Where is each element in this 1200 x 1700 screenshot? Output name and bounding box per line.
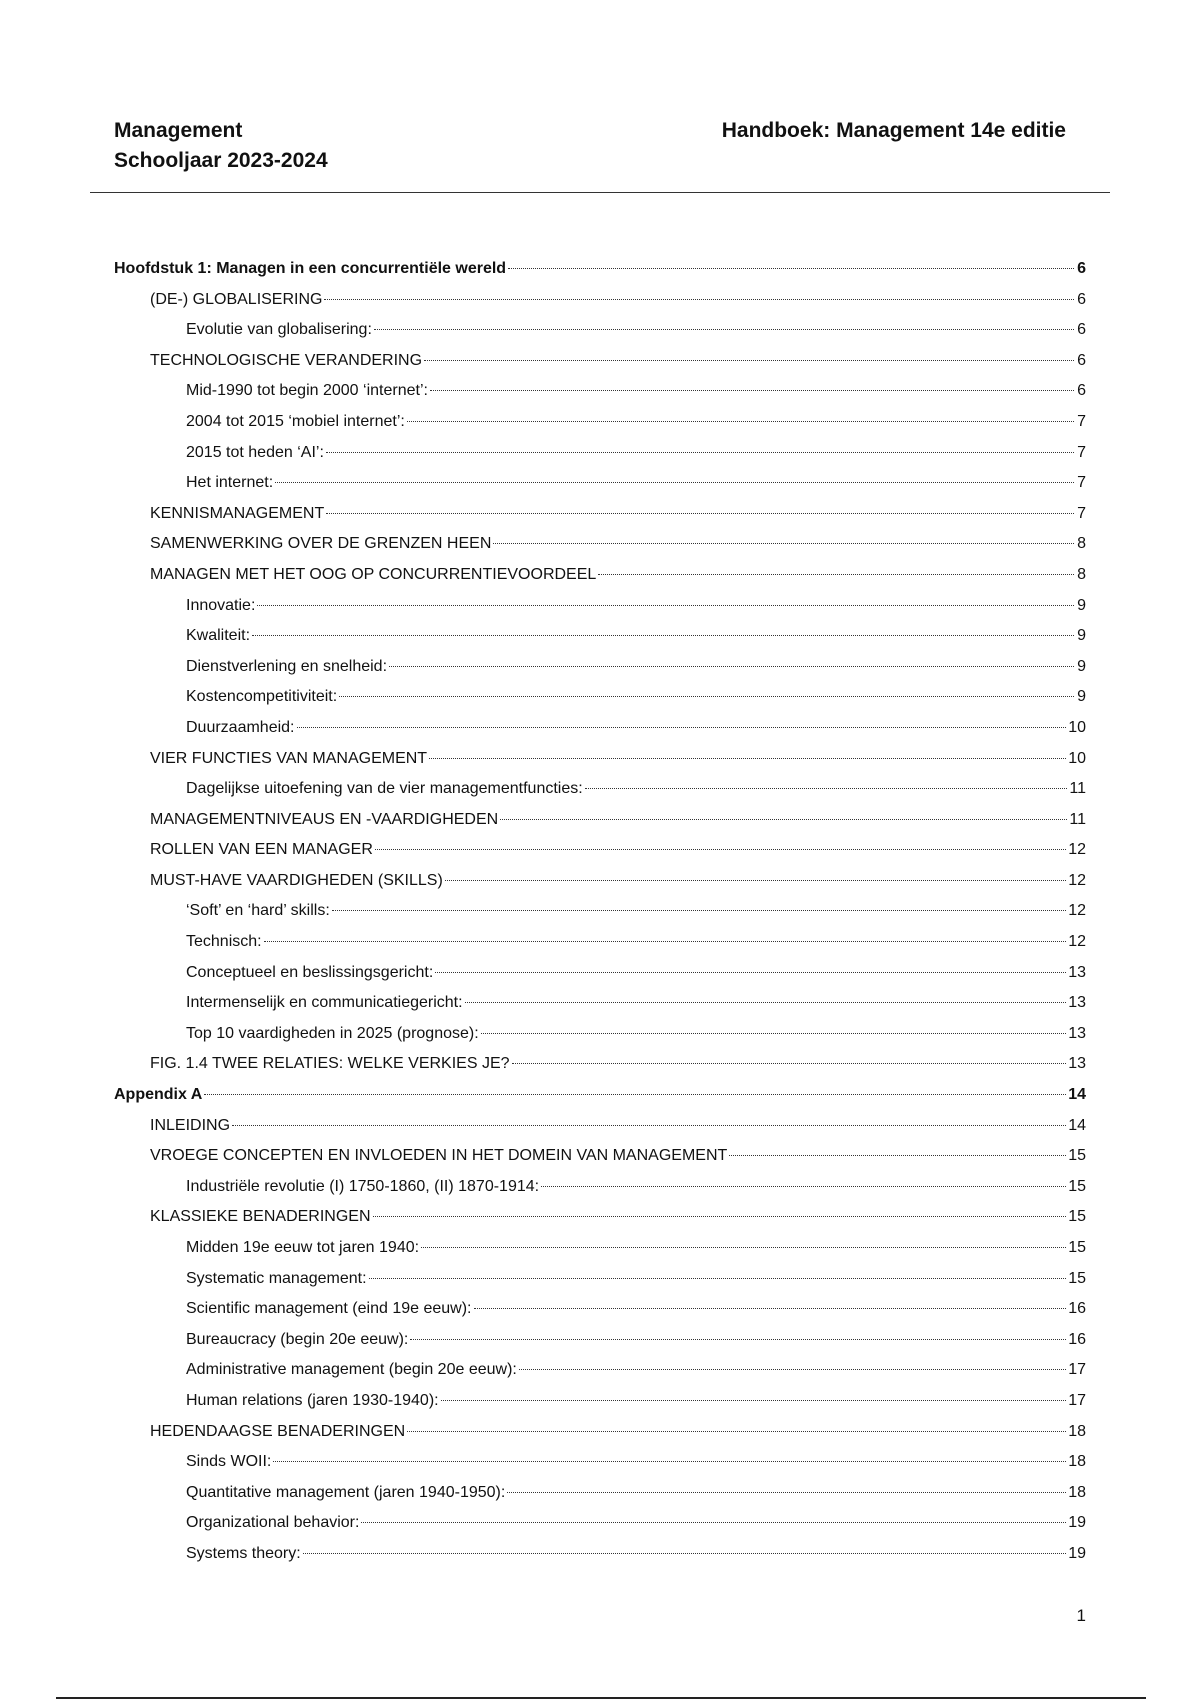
dot-leader <box>541 1186 1066 1187</box>
header-divider <box>90 192 1110 193</box>
toc-entry[interactable] <box>114 321 1086 352</box>
page-number: 1 <box>1076 1606 1086 1625</box>
toc-entry-title: Intermenselijk en communicatiegericht: <box>186 994 463 1012</box>
toc-entry-page: 6 <box>1077 260 1086 277</box>
dot-leader <box>264 941 1067 942</box>
toc-entry[interactable] <box>114 872 1086 903</box>
toc-entry[interactable] <box>114 1361 1086 1392</box>
toc-entry-page: 18 <box>1068 1483 1086 1501</box>
toc-entry-title: Quantitative management (jaren 1940-1950): <box>186 1483 506 1501</box>
toc-entry-page: 13 <box>1068 994 1086 1012</box>
toc-entry[interactable] <box>114 688 1086 719</box>
toc-entry-title: Dagelijkse uitoefening van de vier managementfuncties: <box>186 780 583 798</box>
toc-entry[interactable] <box>114 1208 1086 1239</box>
toc-entry-page: 16 <box>1068 1300 1086 1318</box>
toc-entry[interactable] <box>114 780 1086 811</box>
toc-entry[interactable] <box>114 352 1086 383</box>
toc-entry-title: Dienstverlening en snelheid: <box>186 657 388 675</box>
toc-entry-title: VROEGE CONCEPTEN EN INVLOEDEN IN HET DOMEIN VAN MANAGEMENT <box>150 1147 728 1165</box>
toc-entry-page: 15 <box>1068 1269 1086 1287</box>
toc-entry[interactable] <box>114 1147 1086 1178</box>
dot-leader <box>519 1369 1066 1370</box>
dot-leader <box>257 605 1074 606</box>
dot-leader <box>585 788 1068 789</box>
toc-entry[interactable] <box>114 597 1086 628</box>
toc-entry[interactable] <box>114 535 1086 566</box>
toc-entry[interactable] <box>114 566 1086 597</box>
toc-entry-title: Evolutie van globalisering: <box>186 321 372 339</box>
toc-entry-page: 10 <box>1068 718 1086 736</box>
dot-leader <box>326 452 1074 453</box>
dot-leader <box>232 1125 1066 1126</box>
dot-leader <box>507 1492 1066 1493</box>
toc-entry-page: 7 <box>1077 474 1086 492</box>
toc-entry-title: Human relations (jaren 1930-1940): <box>186 1391 439 1409</box>
toc-entry[interactable] <box>114 1300 1086 1331</box>
toc-entry-page: 8 <box>1077 565 1086 583</box>
table-of-contents <box>114 260 1086 1576</box>
toc-entry-title: MANAGEN MET HET OOG OP CONCURRENTIEVOORDEEL <box>150 565 597 583</box>
toc-entry-title: Het internet: <box>186 474 274 492</box>
toc-entry-page: 6 <box>1077 321 1086 339</box>
dot-leader <box>445 880 1066 881</box>
toc-entry-page: 9 <box>1077 688 1086 706</box>
toc-entry-page: 6 <box>1077 382 1086 400</box>
toc-entry-title: SAMENWERKING OVER DE GRENZEN HEEN <box>150 535 492 553</box>
toc-entry[interactable] <box>114 964 1086 995</box>
toc-entry[interactable] <box>114 841 1086 872</box>
toc-entry-title: 2004 tot 2015 ‘mobiel internet’: <box>186 412 405 430</box>
dot-leader <box>481 1033 1067 1034</box>
toc-entry-page: 14 <box>1068 1086 1086 1104</box>
toc-entry-title: TECHNOLOGISCHE VERANDERING <box>150 351 423 369</box>
toc-entry-page: 12 <box>1068 902 1086 920</box>
dot-leader <box>493 543 1074 544</box>
toc-entry-page: 9 <box>1077 627 1086 645</box>
toc-entry-title: Bureaucracy (begin 20e eeuw): <box>186 1330 409 1348</box>
course-title: Management <box>114 119 243 142</box>
toc-entry[interactable] <box>114 994 1086 1025</box>
dot-leader <box>252 635 1074 636</box>
dot-leader <box>369 1278 1067 1279</box>
toc-entry[interactable] <box>114 658 1086 689</box>
dot-leader <box>500 819 1067 820</box>
dot-leader <box>512 1063 1067 1064</box>
dot-leader <box>435 972 1066 973</box>
toc-entry[interactable] <box>114 627 1086 658</box>
toc-entry-title: Mid-1990 tot begin 2000 ‘internet’: <box>186 382 428 400</box>
dot-leader <box>421 1247 1066 1248</box>
toc-entry-page: 9 <box>1077 657 1086 675</box>
toc-entry-page: 15 <box>1068 1177 1086 1195</box>
toc-entry-title: MUST-HAVE VAARDIGHEDEN (SKILLS) <box>150 871 443 889</box>
toc-entry-page: 7 <box>1077 504 1086 522</box>
toc-entry[interactable] <box>114 474 1086 505</box>
toc-entry-page: 10 <box>1068 749 1086 767</box>
toc-entry-title: Administrative management (begin 20e eeuw): <box>186 1361 517 1379</box>
toc-entry-page: 12 <box>1068 871 1086 889</box>
dot-leader <box>429 758 1066 759</box>
dot-leader <box>598 574 1074 575</box>
toc-entry[interactable] <box>114 1178 1086 1209</box>
toc-entry-page: 13 <box>1068 1024 1086 1042</box>
toc-entry[interactable] <box>114 1545 1086 1576</box>
dot-leader <box>273 1461 1066 1462</box>
document-header-left <box>114 116 328 176</box>
toc-entry-page: 17 <box>1068 1361 1086 1379</box>
dot-leader <box>204 1094 1066 1095</box>
toc-entry-page: 12 <box>1068 841 1086 859</box>
toc-entry-title: Innovatie: <box>186 596 256 614</box>
toc-entry-page: 8 <box>1077 535 1086 553</box>
dot-leader <box>303 1553 1067 1554</box>
school-year: Schooljaar 2023-2024 <box>114 149 328 172</box>
dot-leader <box>407 1431 1066 1432</box>
toc-entry-title: Industriële revolutie (I) 1750-1860, (II) 1870-1914: <box>186 1177 540 1195</box>
toc-entry[interactable] <box>114 902 1086 933</box>
dot-leader <box>430 390 1074 391</box>
toc-entry-title: Systematic management: <box>186 1269 367 1287</box>
toc-entry-page: 16 <box>1068 1330 1086 1348</box>
toc-entry[interactable] <box>114 750 1086 781</box>
dot-leader <box>373 1216 1067 1217</box>
toc-entry-title: Kostencompetitiviteit: <box>186 688 338 706</box>
toc-entry[interactable] <box>114 811 1086 842</box>
toc-entry[interactable] <box>114 1055 1086 1086</box>
dot-leader <box>339 696 1074 697</box>
toc-entry-title: Sinds WOII: <box>186 1453 272 1471</box>
toc-entry-title: Hoofdstuk 1: Managen in een concurrentiële wereld <box>114 260 507 277</box>
toc-entry-page: 15 <box>1068 1239 1086 1256</box>
dot-leader <box>275 482 1074 483</box>
handbook-title: Handboek: Management 14e editie <box>721 119 1066 142</box>
dot-leader <box>424 360 1074 361</box>
toc-entry-page: 15 <box>1068 1147 1086 1165</box>
toc-entry[interactable] <box>114 505 1086 536</box>
toc-entry[interactable] <box>114 1270 1086 1301</box>
toc-entry[interactable] <box>114 1239 1086 1270</box>
dot-leader <box>508 268 1074 269</box>
toc-entry-title: MANAGEMENTNIVEAUS EN -VAARDIGHEDEN <box>150 810 499 828</box>
dot-leader <box>729 1155 1066 1156</box>
toc-entry-title: Scientific management (eind 19e eeuw): <box>186 1300 472 1318</box>
toc-entry-page: 18 <box>1068 1422 1086 1440</box>
toc-entry[interactable] <box>114 382 1086 413</box>
toc-entry-title: ROLLEN VAN EEN MANAGER <box>150 841 373 859</box>
toc-entry-title: ‘Soft’ en ‘hard’ skills: <box>186 902 330 920</box>
toc-entry-page: 12 <box>1068 933 1086 951</box>
toc-entry-title: KENNISMANAGEMENT <box>150 504 325 522</box>
toc-entry-page: 19 <box>1068 1514 1086 1532</box>
toc-entry-title: INLEIDING <box>150 1116 231 1134</box>
toc-entry-page: 11 <box>1069 780 1086 798</box>
dot-leader <box>410 1339 1066 1340</box>
toc-entry-title: Appendix A <box>114 1086 203 1104</box>
toc-entry-page: 7 <box>1077 443 1086 461</box>
dot-leader <box>361 1522 1066 1523</box>
toc-entry-title: FIG. 1.4 TWEE RELATIES: WELKE VERKIES JE? <box>150 1055 510 1073</box>
toc-entry-title: 2015 tot heden ‘AI’: <box>186 443 324 461</box>
toc-entry-page: 15 <box>1068 1208 1086 1226</box>
toc-entry[interactable] <box>114 1514 1086 1545</box>
toc-entry-title: Organizational behavior: <box>186 1514 360 1532</box>
dot-leader <box>297 727 1067 728</box>
toc-entry-page: 17 <box>1068 1391 1086 1409</box>
toc-entry[interactable] <box>114 1025 1086 1056</box>
dot-leader <box>465 1002 1067 1003</box>
toc-entry-page: 11 <box>1069 810 1086 828</box>
toc-entry-title: Systems theory: <box>186 1544 301 1562</box>
toc-entry[interactable] <box>114 1423 1086 1454</box>
toc-entry-title: (DE-) GLOBALISERING <box>150 290 323 308</box>
toc-entry[interactable] <box>114 1331 1086 1362</box>
toc-entry-title: Midden 19e eeuw tot jaren 1940: <box>186 1239 420 1256</box>
toc-entry[interactable] <box>114 1453 1086 1484</box>
toc-entry-title: Technisch: <box>186 933 262 951</box>
toc-entry-title: KLASSIEKE BENADERINGEN <box>150 1208 371 1226</box>
footer-divider <box>56 1697 1146 1699</box>
dot-leader <box>441 1400 1067 1401</box>
toc-entry-title: HEDENDAAGSE BENADERINGEN <box>150 1422 406 1440</box>
toc-entry-page: 14 <box>1068 1116 1086 1134</box>
dot-leader <box>324 299 1074 300</box>
dot-leader <box>326 513 1074 514</box>
toc-entry[interactable] <box>114 444 1086 475</box>
dot-leader <box>389 666 1074 667</box>
toc-entry[interactable] <box>114 1484 1086 1515</box>
toc-entry[interactable] <box>114 933 1086 964</box>
toc-entry[interactable] <box>114 260 1086 291</box>
toc-entry-title: VIER FUNCTIES VAN MANAGEMENT <box>150 749 428 767</box>
toc-entry-page: 13 <box>1068 963 1086 981</box>
toc-entry[interactable] <box>114 413 1086 444</box>
dot-leader <box>407 421 1074 422</box>
dot-leader <box>332 910 1066 911</box>
toc-entry-title: Kwaliteit: <box>186 627 251 645</box>
toc-entry-page: 7 <box>1077 412 1086 430</box>
toc-entry-title: Top 10 vaardigheden in 2025 (prognose): <box>186 1024 479 1042</box>
toc-entry-page: 19 <box>1068 1544 1086 1562</box>
toc-entry-page: 6 <box>1077 351 1086 369</box>
dot-leader <box>474 1308 1067 1309</box>
toc-entry[interactable] <box>114 1117 1086 1148</box>
toc-entry[interactable] <box>114 1392 1086 1423</box>
toc-entry-page: 6 <box>1077 290 1086 308</box>
toc-entry[interactable] <box>114 1086 1086 1117</box>
dot-leader <box>374 329 1074 330</box>
toc-entry-page: 9 <box>1077 596 1086 614</box>
toc-entry-title: Conceptueel en beslissingsgericht: <box>186 963 434 981</box>
dot-leader <box>375 849 1066 850</box>
toc-entry-page: 18 <box>1068 1453 1086 1471</box>
toc-entry-title: Duurzaamheid: <box>186 718 295 736</box>
toc-entry[interactable] <box>114 291 1086 322</box>
toc-entry[interactable] <box>114 719 1086 750</box>
toc-entry-page: 13 <box>1068 1055 1086 1073</box>
